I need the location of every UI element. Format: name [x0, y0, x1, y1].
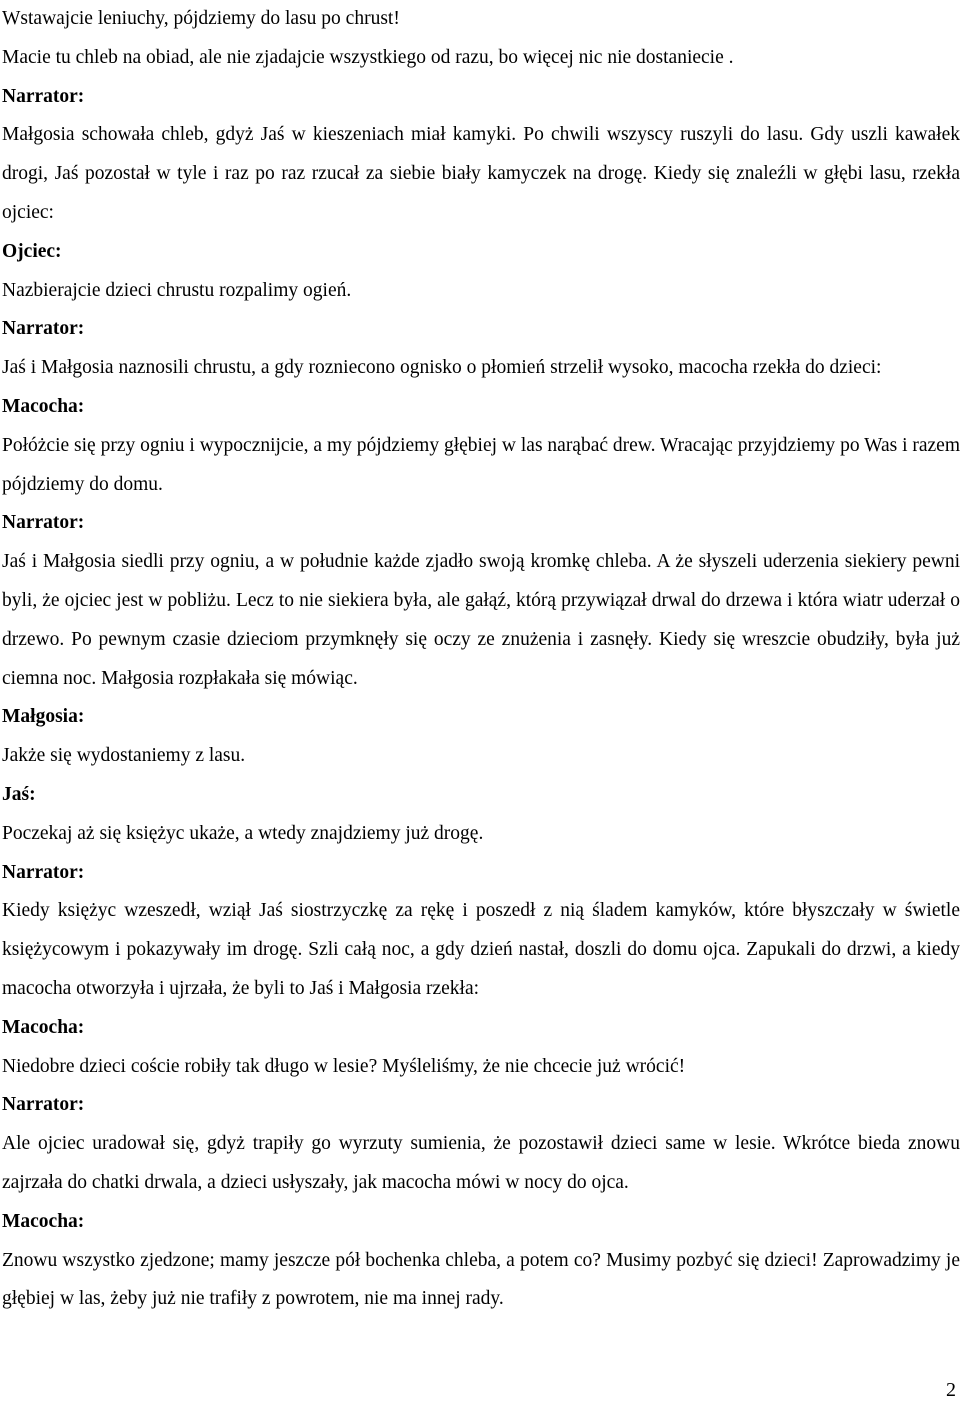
dialogue-paragraph: Poczekaj aż się księżyc ukaże, a wtedy znajdziemy już drogę. — [2, 822, 484, 844]
narration-paragraph: Małgosia schowała chleb, gdyż Jaś w kieszeniach miał kamyki. Po chwili wszyscy ruszyli do lasu. Gdy uszli kawałek drogi, Jaś pozostał w tyle i raz po raz rzucał za siebie biały kamyczek na drogę. Kiedy się znaleźli w głębi lasu, rzekła ojciec: — [2, 124, 960, 223]
speaker-label: Macocha: — [2, 1210, 85, 1232]
speaker-label: Narrator: — [2, 861, 85, 883]
narration-paragraph: Jaś i Małgosia naznosili chrustu, a gdy rozniecono ognisko o płomień strzelił wysoko, macocha rzekła do dzieci: — [2, 357, 882, 379]
speaker-label: Narrator: — [2, 318, 85, 340]
speaker-label: Narrator: — [2, 1094, 85, 1116]
narration-paragraph: Jaś i Małgosia siedli przy ogniu, a w południe każde zjadło swoją kromkę chleba. A że słyszeli uderzenia siekiery pewni byli, że ojciec jest w pobliżu. Lecz to nie siekiera była, ale gałąź, którą przywiązał drwal do drzewa i która wiatr uderzał o drzewo. Po pewnym czasie dzieciom przymknęły się oczy ze znużenia i zasnęły. Kiedy się wreszcie obudziły, była już ciemna noc. Małgosia rozpłakała się mówiąc. — [2, 551, 960, 689]
dialogue-paragraph: Znowu wszystko zjedzone; mamy jeszcze pół bochenka chleba, a potem co? Musimy pozbyć się dzieci! Zaprowadzimy je głębiej w las, żeby już nie trafiły z powrotem, nie ma innej rady. — [2, 1249, 960, 1310]
dialogue-paragraph: Jakże się wydostaniemy z lasu. — [2, 745, 246, 767]
speaker-label: Narrator: — [2, 512, 85, 534]
speaker-label: Macocha: — [2, 395, 85, 417]
speaker-label: Narrator: — [2, 85, 85, 107]
narration-paragraph: Kiedy księżyc wzeszedł, wziął Jaś siostrzyczkę za rękę i poszedł z nią śladem kamyków, które błyszczały w świetle księżycowym i pokazywały im drogę. Szli całą noc, a gdy dzień nastał, doszli do domu ojca. Zapukali do drzwi, a kiedy macocha otworzyła i ujrzała, że byli to Jaś i Małgosia rzekła: — [2, 900, 960, 999]
speaker-label: Macocha: — [2, 1016, 85, 1038]
speaker-label: Ojciec: — [2, 240, 62, 262]
document-page — [2, 0, 960, 1319]
page-number: 2 — [946, 1379, 956, 1401]
speaker-label: Jaś: — [2, 783, 36, 805]
dialogue-paragraph: Niedobre dzieci coście robiły tak długo w lesie? Myśleliśmy, że nie chcecie już wrócić! — [2, 1055, 686, 1077]
dialogue-paragraph: Połóżcie się przy ogniu i wypocznijcie, a my pójdziemy głębiej w las narąbać drew. Wracając przyjdziemy po Was i razem pójdziemy do domu. — [2, 434, 960, 495]
narration-paragraph: Ale ojciec uradował się, gdyż trapiły go wyrzuty sumienia, że pozostawił dzieci same w lesie. Wkrótce bieda znowu zajrzała do chatki drwala, a dzieci usłyszały, jak macocha mówi w nocy do ojca. — [2, 1133, 960, 1193]
text-line: Macie tu chleb na obiad, ale nie zjadajcie wszystkiego od razu, bo więcej nic nie dostaniecie . — [2, 46, 734, 68]
text-line: Wstawajcie leniuchy, pójdziemy do lasu po chrust! — [2, 8, 400, 29]
speaker-label: Małgosia: — [2, 706, 85, 728]
dialogue-paragraph: Nazbierajcie dzieci chrustu rozpalimy ogień. — [2, 279, 352, 301]
